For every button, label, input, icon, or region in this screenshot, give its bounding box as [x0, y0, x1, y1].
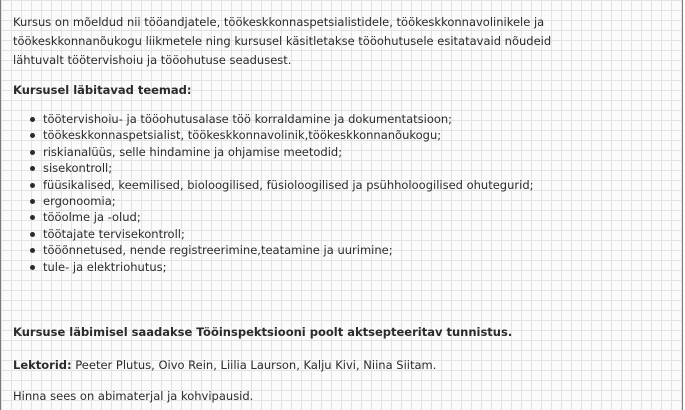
lecturers-label: Lektorid:: [13, 358, 72, 372]
topic-item: tööõnnetused, nende registreerimine,teatamine ja uurimine;: [43, 242, 534, 258]
topics-heading: Kursusel läbitavad teemad:: [13, 83, 192, 97]
topic-item: töökeskkonnaspetsialist, töökeskkonnavolinik,töökeskkonnanõukogu;: [43, 127, 534, 143]
topic-item: töötajate tervisekontroll;: [43, 226, 534, 242]
certificate-note: Kursuse läbimisel saadakse Tööinspektsiooni poolt aktsepteeritav tunnistus.: [13, 325, 513, 339]
intro-line: töökeskkonnanõukogu liikmetele ning kursusel käsitletakse tööohutusele esitatavaid nõudeid: [13, 34, 552, 48]
lecturers-line: [13, 357, 436, 373]
intro-paragraph: [13, 13, 674, 70]
topic-item: sisekontroll;: [43, 160, 534, 176]
intro-line: lähtuvalt töötervishoiu ja tööohutuse seadusest.: [13, 53, 292, 67]
lecturers-names: Peeter Plutus, Oivo Rein, Liilia Laurson, Kalju Kivi, Niina Siitam.: [75, 358, 437, 372]
topic-item: tööolme ja -olud;: [43, 209, 534, 225]
topic-item: töötervishoiu- ja tööohutusalase töö korraldamine ja dokumentatsioon;: [43, 111, 534, 127]
price-note: Hinna sees on abimaterjal ja kohvipausid.: [13, 389, 254, 403]
topics-list: [13, 111, 534, 275]
topic-item: füüsikalised, keemilised, bioloogilised, füsioloogilised ja psühholoogilised ohutegurid;: [43, 177, 534, 192]
topic-item: tule- ja elektriohutus;: [43, 259, 534, 275]
topic-item: ergonoomia;: [43, 193, 534, 209]
intro-line: Kursus on mõeldud nii tööandjatele, töökeskkonnaspetsialistidele, töökeskkonnavolinikele ja: [13, 15, 545, 29]
topic-item: riskianalüüs, selle hindamine ja ohjamise meetodid;: [43, 144, 534, 160]
